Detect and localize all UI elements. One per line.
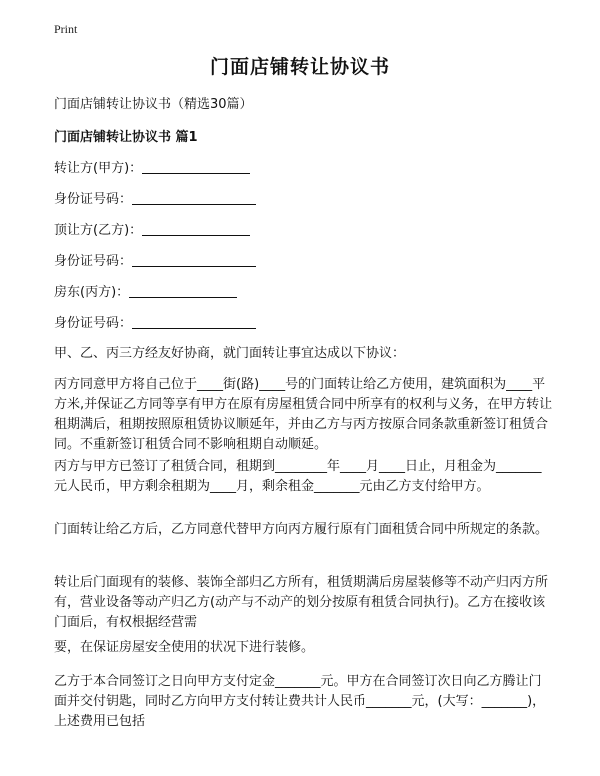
field-landlord <box>54 281 237 300</box>
field-landlord-id <box>54 312 256 331</box>
print-label[interactable]: Print <box>54 22 78 36</box>
paragraph-agreement-intro: 甲、乙、丙三方经友好协商，就门面转让事宜达成以下协议： <box>54 346 406 361</box>
field-label: 身份证号码： <box>54 192 133 207</box>
field-label: 身份证号码： <box>54 316 133 331</box>
field-transferee-id <box>54 250 256 269</box>
field-label: 身份证号码： <box>54 254 133 269</box>
field-transferor <box>54 157 250 176</box>
signature-blank <box>129 283 237 298</box>
paragraph-renovation-ownership: 转让后门面现有的装修、装饰全部归乙方所有，租赁期满后房屋装修等不动产归丙方所有，营业设备等动产归乙方(动产与不动产的划分按原有租赁合同执行)。乙方在接收该门面后，有权根据经营需 <box>54 575 549 630</box>
signature-blank <box>132 190 256 205</box>
paragraph-payment: 乙方于本合同签订之日向甲方支付定金_______元。甲方在合同签订次日向乙方腾让门面并交付钥匙，同时乙方向甲方支付转让费共计人民币_______元，(大写：_______)，上述费用已包括 <box>54 674 546 729</box>
signature-blank <box>132 252 256 267</box>
paragraph-contract-obligations: 门面转让给乙方后，乙方同意代替甲方向丙方履行原有门面租赁合同中所规定的条款。 <box>54 522 549 537</box>
field-label: 转让方(甲方)： <box>54 161 143 176</box>
signature-blank <box>142 221 250 236</box>
paragraph-lease-terms: 丙方与甲方已签订了租赁合同，租期到________年____月____日止，月租金为_______元人民币，甲方剩余租期为____月，剩余租金_______元由乙方支付给甲方。 <box>54 459 542 494</box>
document-subtitle: 门面店铺转让协议书（精选30篇） <box>54 97 253 112</box>
section-title: 门面店铺转让协议书 篇1 <box>54 130 198 145</box>
field-transferor-id <box>54 188 256 207</box>
signature-blank <box>142 159 250 174</box>
document-title: 门面店铺转让协议书 <box>209 56 390 78</box>
field-transferee <box>54 219 250 238</box>
signature-blank <box>132 314 256 329</box>
field-label: 房东(丙方)： <box>54 285 130 300</box>
field-label: 顶让方(乙方)： <box>54 223 143 238</box>
paragraph-renovation-safety: 要，在保证房屋安全使用的状况下进行装修。 <box>54 640 315 655</box>
paragraph-premises-transfer: 丙方同意甲方将自己位于____街(路)____号的门面转让给乙方使用，建筑面积为____平方米,并保证乙方同等享有甲方在原有房屋租赁合同中所享有的权利与义务，在甲方转让租期满后，租期按照原租赁协议顺延年，并由乙方与丙方按原合同条款重新签订租赁合同。不重新签订租赁合同不影响租期自动顺延。 <box>54 377 553 452</box>
